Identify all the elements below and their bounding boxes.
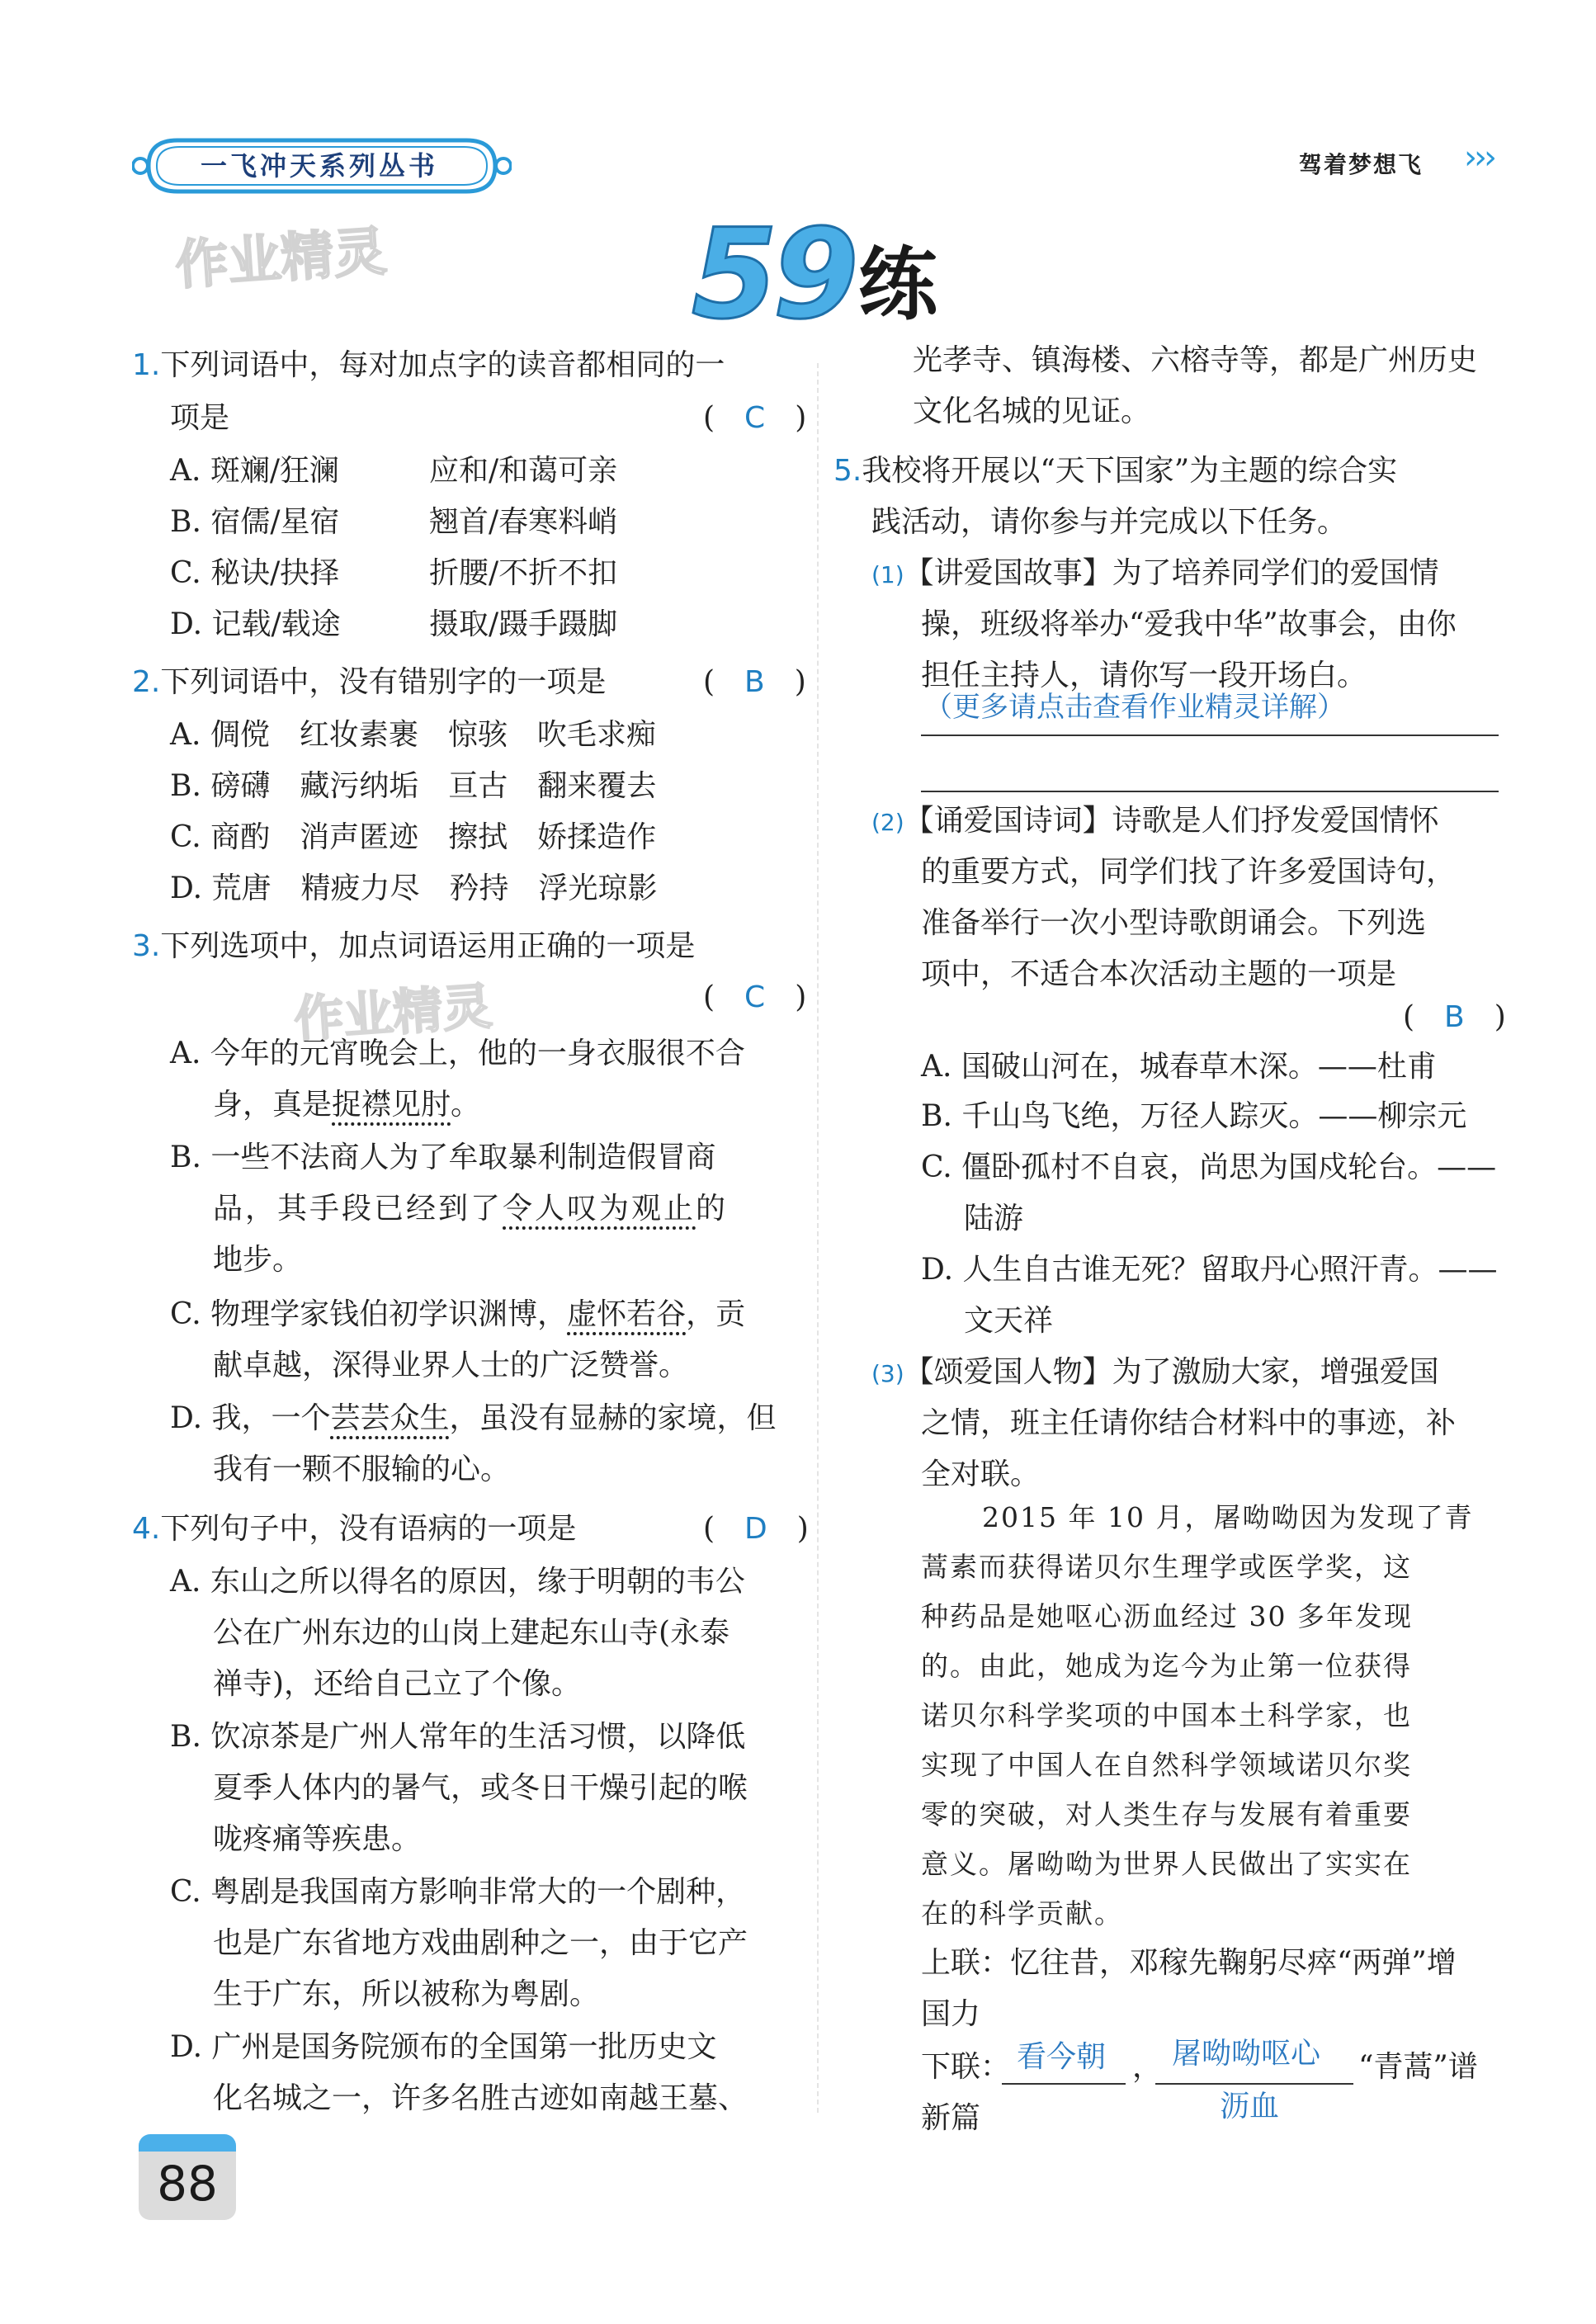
q1-option-b-right: 翘首/春寒料峭 — [429, 505, 618, 539]
material-line-4: 的。由此，她成为迄今为止第一位获得 — [921, 1650, 1412, 1682]
q3-d-text-pre: D. 我，一个 — [170, 1401, 331, 1435]
q3-d-text-post: ，虽没有显赫的家境，但 — [449, 1401, 777, 1435]
q3-option-d-line2: 我有一颗不服输的心。 — [213, 1452, 511, 1486]
q3-answer-paren: ( C ) — [703, 980, 807, 1014]
lesson-title-char: 练 — [858, 239, 937, 331]
q2-answer-paren: ( B ) — [703, 665, 806, 699]
material-line-5: 诺贝尔科学奖项的中国本土科学家，也 — [921, 1699, 1412, 1731]
q4-option-c-line1: C. 粤剧是我国南方影响非常大的一个剧种， — [170, 1875, 746, 1909]
q3-stem-text: 下列选项中，加点词语运用正确的一项是 — [160, 929, 696, 963]
lower-couplet-blank-2 — [1155, 2083, 1353, 2085]
q1-stem-line1 — [132, 347, 725, 385]
material-line-1: 2015 年 10 月，屠呦呦因为发现了青 — [982, 1501, 1474, 1533]
q4-stem-text: 下列句子中，没有语病的一项是 — [160, 1512, 577, 1546]
q1-option-c-right: 折腰/不折不扣 — [429, 556, 618, 590]
answer-blank-line-2 — [921, 791, 1499, 792]
q4-number: 4. — [132, 1512, 161, 1546]
q1-number: 1. — [132, 348, 161, 382]
q3-b-dotted-phrase: 令人叹为观止 — [503, 1192, 696, 1226]
lower-couplet-answer-2b: 沥血 — [1220, 2090, 1280, 2123]
watermark-middle: 作业精灵 — [292, 977, 494, 1050]
q5-stem-line2: 践活动，请你参与并完成以下任务。 — [871, 505, 1348, 539]
material-line-8: 意义。屠呦呦为世界人民做出了实实在 — [921, 1848, 1412, 1880]
q3-c-text-post: ，贡 — [686, 1297, 746, 1331]
q2-option-a: A. 倜傥 红妆素裹 惊骇 吹毛求痴 — [170, 718, 656, 752]
q3-option-b-line1: B. 一些不法商人为了牟取暴利制造假冒商 — [170, 1141, 716, 1174]
q1-option-c-left: C. 秘诀/抉择 — [170, 556, 340, 590]
q2-option-b: B. 磅礴 藏污纳垢 亘古 翻来覆去 — [170, 769, 657, 803]
q5-sub3-text: 【颂爱国人物】为了激励大家，增强爱国 — [904, 1355, 1439, 1389]
q3-a-text-post: 。 — [451, 1088, 481, 1122]
lower-couplet-tail: “青蒿”谱 — [1358, 2050, 1478, 2084]
q5-sub2-option-c-line1: C. 僵卧孤村不自哀，尚思为国戍轮台。—— — [921, 1150, 1497, 1184]
q4-option-b-line1: B. 饮凉茶是广州人常年的生活习惯，以降低 — [170, 1720, 746, 1754]
q4-option-d-line1: D. 广州是国务院颁布的全国第一批历史文 — [170, 2030, 717, 2064]
q1-option-a-left: A. 斑斓/狂澜 — [170, 454, 340, 488]
q4-option-d-line3: 光孝寺、镇海楼、六榕寺等，都是广州历史 — [913, 343, 1478, 377]
q5-sub2-answer-paren: ( B ) — [1403, 1000, 1506, 1034]
q3-option-a-line2 — [213, 1086, 480, 1124]
q4-option-c-line2: 也是广东省地方戏曲剧种之一，由于它产 — [213, 1926, 748, 1960]
q5-sub2-option-c-line2: 陆游 — [964, 1202, 1024, 1235]
q5-sub3-line3: 全对联。 — [921, 1457, 1041, 1491]
lower-couplet-blank-1 — [1002, 2083, 1126, 2085]
q5-sub1-line3: 担任主持人，请你写一段开场白。 — [921, 659, 1367, 692]
q5-sub2-line4: 项中，不适合本次活动主题的一项是 — [921, 957, 1397, 991]
q5-stem-line1 — [833, 452, 1397, 490]
q5-sub2-text: 【诵爱国诗词】诗歌是人们抒发爱国情怀 — [904, 804, 1439, 838]
q3-a-dotted-phrase: 捉襟见肘 — [332, 1088, 451, 1122]
lower-couplet-answer-2a: 屠呦呦呕心 — [1172, 2037, 1321, 2071]
q5-sub1-line1 — [871, 555, 1439, 594]
q5-sub2-option-d-line2: 文天祥 — [964, 1304, 1054, 1338]
lower-couplet-answer-1: 看今朝 — [1017, 2040, 1107, 2074]
q5-sub3-line1 — [871, 1353, 1439, 1393]
q3-answer: C — [744, 980, 766, 1014]
q4-stem — [132, 1510, 576, 1548]
q3-number: 3. — [132, 929, 161, 963]
q5-sub2-option-a: A. 国破山河在，城春草木深。——杜甫 — [921, 1050, 1437, 1084]
q2-option-c: C. 商酌 消声匿迹 擦拭 娇揉造作 — [170, 820, 657, 854]
q1-option-d-left: D. 记载/载途 — [170, 607, 341, 641]
q5-sub1-line2: 操，班级将举办“爱我中华”故事会，由你 — [921, 607, 1457, 641]
lower-couplet-line2: 新篇 — [921, 2101, 981, 2135]
q5-sub3-line2: 之情，班主任请你结合材料中的事迹，补 — [921, 1406, 1457, 1440]
lower-couplet-separator: ， — [1132, 2050, 1163, 2084]
q5-sub3-number: (3) — [871, 1360, 904, 1387]
q3-option-a-line1: A. 今年的元宵晚会上，他的一身衣服很不合 — [170, 1037, 745, 1070]
q1-stem-line2: 项是 — [170, 401, 230, 435]
chevron-right-icon: ››› — [1464, 139, 1494, 177]
q4-option-c-line3: 生于广东，所以被称为粤剧。 — [213, 1977, 600, 2011]
q3-option-d-line1 — [170, 1400, 777, 1438]
q3-c-dotted-phrase: 虚怀若谷 — [567, 1297, 687, 1331]
q2-option-d: D. 荒唐 精疲力尽 矜持 浮光琼影 — [170, 872, 658, 905]
q1-answer-paren: ( C ) — [703, 401, 807, 435]
answer-blank-line-1 — [921, 735, 1499, 736]
q3-b-text-pre: 品，其手段已经到了 — [213, 1192, 503, 1226]
q4-answer-paren: ( D ) — [703, 1512, 809, 1546]
upper-couplet-line1: 上联：忆往昔，邓稼先鞠躬尽瘁“两弹”增 — [921, 1946, 1457, 1980]
q3-d-dotted-phrase: 芸芸众生 — [330, 1401, 450, 1435]
q4-option-a-line1: A. 东山之所以得名的原因，缘于明朝的韦公 — [170, 1565, 745, 1599]
q5-sub1-text: 【讲爱国故事】为了培养同学们的爱国情 — [904, 556, 1439, 590]
q4-option-b-line3: 咙疼痛等疾患。 — [213, 1822, 422, 1856]
q5-stem-text: 我校将开展以“天下国家”为主题的综合实 — [862, 454, 1398, 488]
q4-option-d-line4: 文化名城的见证。 — [913, 394, 1151, 428]
q5-sub2-option-b: B. 千山鸟飞绝，万径人踪灭。——柳宗元 — [921, 1099, 1467, 1133]
q2-stem — [132, 664, 606, 701]
q3-stem — [132, 928, 695, 966]
q2-stem-text: 下列词语中，没有错别字的一项是 — [160, 665, 607, 699]
q3-option-c-line1 — [170, 1296, 745, 1334]
q1-answer: C — [744, 401, 766, 435]
q5-sub2-number: (2) — [871, 809, 904, 836]
q4-option-b-line2: 夏季人体内的暑气，或冬日干燥引起的喉 — [213, 1771, 748, 1805]
material-line-9: 在的科学贡献。 — [921, 1897, 1123, 1930]
material-line-3: 种药品是她呕心沥血经过 30 多年发现 — [921, 1600, 1413, 1632]
q5-sub2-line3: 准备举行一次小型诗歌朗诵会。下列选 — [921, 906, 1427, 940]
q2-number: 2. — [132, 665, 161, 699]
material-line-7: 零的突破，对人类生存与发展有着重要 — [921, 1798, 1412, 1830]
q3-option-b-line3: 地步。 — [213, 1243, 303, 1277]
q5-sub2-answer: B — [1444, 1000, 1465, 1034]
q5-number: 5. — [833, 454, 862, 488]
material-line-6: 实现了中国人在自然科学领域诺贝尔奖 — [921, 1749, 1412, 1781]
q3-option-b-line2 — [213, 1190, 728, 1228]
q1-stem-text: 下列词语中，每对加点字的读音都相同的一 — [160, 348, 725, 382]
q3-a-text-pre: 身，真是 — [213, 1088, 333, 1122]
page-number: 88 — [157, 2156, 218, 2212]
q3-option-c-line2: 献卓越，深得业界人士的广泛赞誉。 — [213, 1349, 689, 1382]
column-divider — [817, 363, 819, 2113]
watermark-top: 作业精灵 — [173, 221, 389, 297]
slogan-text: 驾着梦想飞 — [1298, 151, 1423, 178]
q3-b-text-post: 的 — [696, 1192, 729, 1226]
q4-option-a-line2: 公在广州东边的山岗上建起东山寺(永泰 — [213, 1616, 730, 1650]
q4-option-a-line3: 禅寺)，还给自己立了个像。 — [213, 1667, 582, 1701]
upper-couplet-line2: 国力 — [921, 1997, 981, 2031]
q5-sub1-number: (1) — [871, 561, 904, 588]
lesson-number: 59 — [692, 203, 854, 347]
q1-option-d-right: 摄取/蹑手蹑脚 — [429, 607, 618, 641]
q2-answer: B — [744, 665, 765, 699]
q5-sub2-line2: 的重要方式，同学们找了许多爱国诗句， — [921, 855, 1457, 889]
q5-sub2-line1 — [871, 802, 1439, 842]
material-line-2: 蒿素而获得诺贝尔生理学或医学奖，这 — [921, 1551, 1412, 1583]
q3-c-text-pre: C. 物理学家钱伯初学识渊博， — [170, 1297, 568, 1331]
q4-answer: D — [744, 1512, 767, 1546]
q1-option-b-left: B. 宿儒/星宿 — [170, 505, 340, 539]
q4-option-d-line2: 化名城之一，许多名胜古迹如南越王墓、 — [213, 2081, 748, 2115]
series-title: 一飞冲天系列丛书 — [200, 150, 438, 182]
lower-couplet-label: 下联： — [921, 2050, 1011, 2084]
q5-sub1-hint-link[interactable]: （更多请点击查看作业精灵详解） — [924, 691, 1345, 724]
q5-sub2-option-d-line1: D. 人生自古谁无死？留取丹心照汗青。—— — [921, 1253, 1498, 1287]
q1-option-a-right: 应和/和蔼可亲 — [429, 454, 618, 488]
